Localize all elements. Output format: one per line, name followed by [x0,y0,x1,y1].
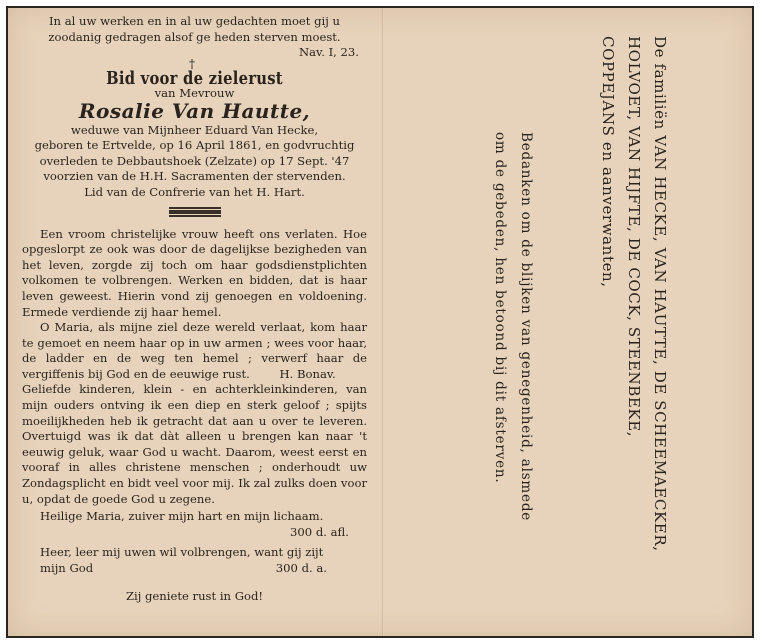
thanks-line: om de gebeden, hen betoond bij dit afsterven. [492,132,508,484]
bio [22,123,367,201]
thanks-line: Bedanken om de blijken van genegenheid, alsmede [518,132,534,522]
paragraph-tribute: Een vroom christelijke vrouw heeft ons verlaten. Hoe opgeslorpt ze ook was door de dagelijkse bezigheden van het leven, zorgde zij toch om haar godsdienstplichten volkomen te volbrengen. Werken en bidden, dat is haar leven geweest. Hierin vond zij genoegen en voldoening. Ermede verdiende zij haar hemel. [22,226,367,319]
closing-line: Zij geniete rust in God! [125,588,264,603]
left-panel [22,14,367,604]
family-line: De familiën VAN HECKE, VAN HAUTTE, DE SCHEEMAECKER, [651,36,669,552]
bio-line: voorzien van de H.H. Sacramenten der stervenden. [43,169,346,184]
bio-line: overleden te Debbautshoek (Zelzate) op 17 Sept. '47 [39,153,350,168]
quote-line: In al uw werken en in al uw gedachten moet gij u [48,14,341,28]
cross-icon: † [189,57,195,71]
bible-quote [22,14,367,45]
paragraph-prayer-maria [22,320,367,382]
quote-source: Nav. I, 23. [299,45,359,60]
bio-line: geboren te Ertvelde, op 16 April 1861, en godvruchtig [34,138,355,153]
prayer-text: O Maria, als mijne ziel deze wereld verlaat, kom haar te gemoet en neem haar op in uw armen ; wees voor haar, de ladder en de weg ten hemel ; verwerf haar de vergiffenis bij God en de eeuwige rust. [22,320,367,381]
ornament-divider [169,209,221,215]
prayer-source: H. Bonav. [279,366,336,381]
van-mevrouw: van Mevrouw [154,86,235,101]
deceased-name: Rosalie Van Hautte, [78,98,311,123]
family-line: HOLVOET, VAN HIJFTE, DE COCK, STEENBEKE, [625,36,643,438]
prayer1-indulgence: 300 d. afl. [290,524,349,539]
prayer2-line2-row [22,561,367,577]
prayer2-line1: Heer, leer mij uwen wil volbrengen, want gij zijt [40,545,324,560]
prayer2-line2: mijn God [40,561,94,575]
prayer2-indulgence: 300 d. a. [275,561,327,575]
paragraph-children: Geliefde kinderen, klein - en achterkleinkinderen, van mijn ouders ontving ik een diep en sterk geloof ; spijts moeilijkheden heb ik getracht dat aan u over te leveren. Overtuigd was ik dat dàt alleen u brengen kan naar 't eeuwig geluk, waar God u wacht. Daarom, weest eerst en vooraf in alles christene menschen ; onderhoudt uw Zondagsplicht en bidt veel voor mij. Ik zal zulks doen voor u, opdat de goede God u zegene. [22,382,367,506]
quote-line: zoodanig gedragen alsof ge heden sterven moest. [48,29,341,44]
prayer1: Heilige Maria, zuiver mijn hart en mijn lichaam. [40,509,324,524]
bio-line: weduwe van Mijnheer Eduard Van Hecke, [70,122,319,137]
page-title: Bid voor de zielerust [106,67,283,89]
bio-line: Lid van de Confrerie van het H. Hart. [84,184,305,199]
right-panel [384,8,756,640]
family-line: COPPEJANS en aanverwanten, [599,36,617,288]
memorial-card [6,6,754,638]
